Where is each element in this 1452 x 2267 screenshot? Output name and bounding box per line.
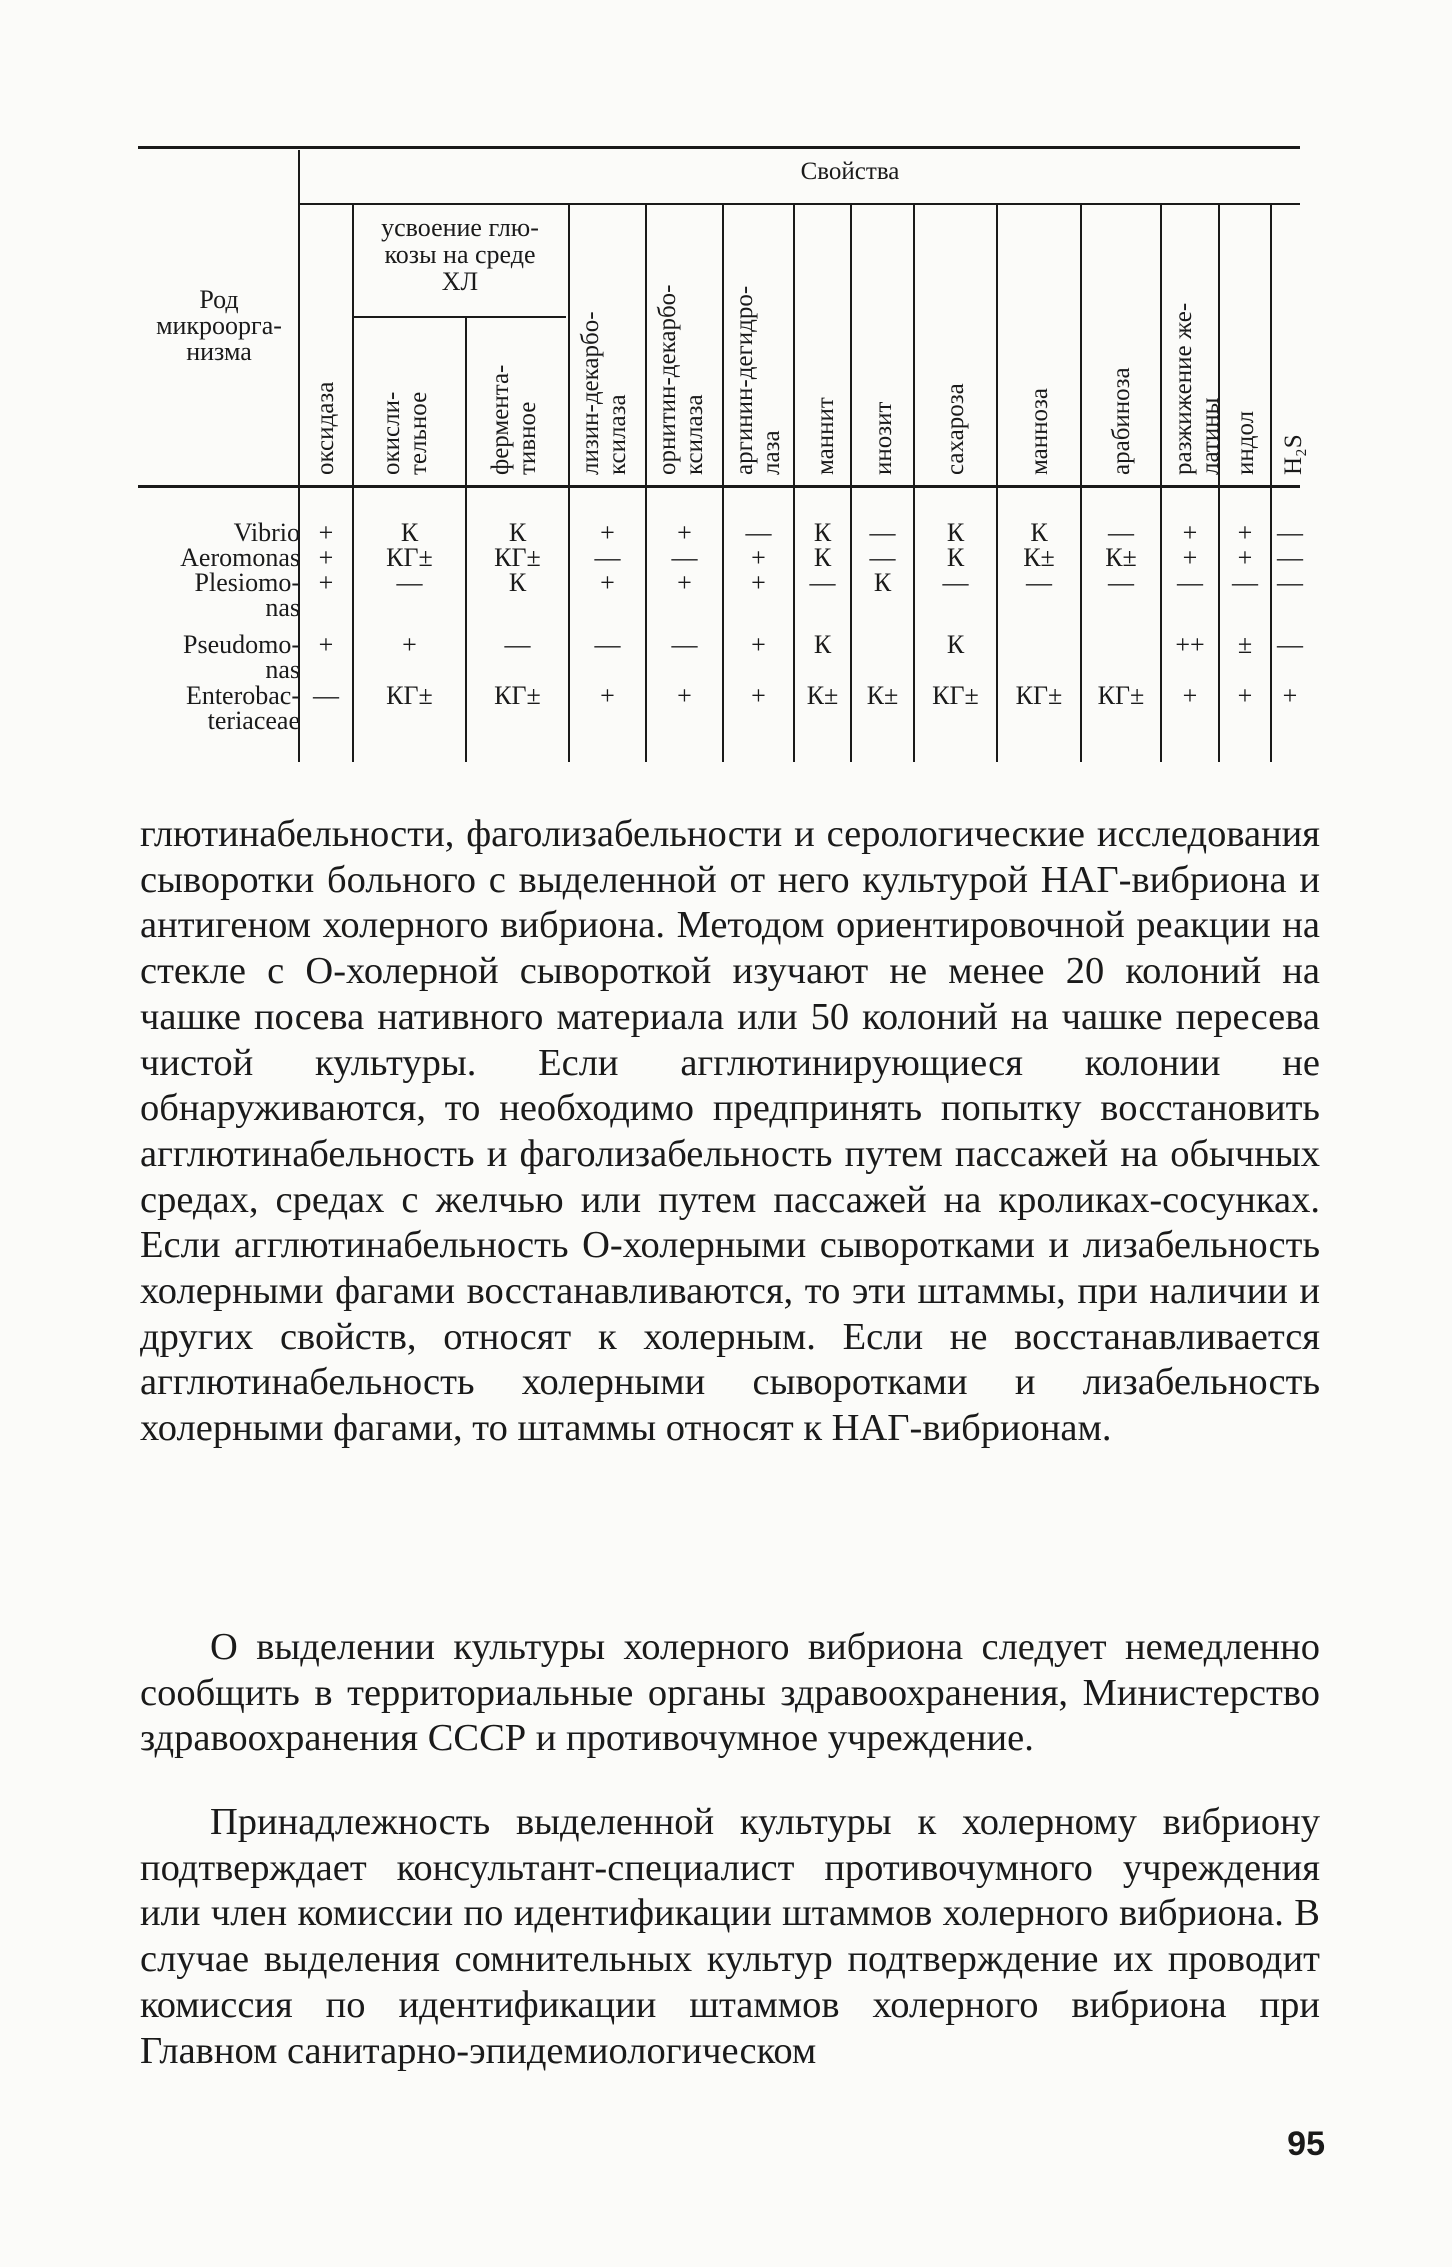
table-cell: + [1282,681,1298,710]
col-header-gelatin: разжижение же- латины [1170,302,1224,475]
table-cell: — [313,681,339,710]
table-col-divider [850,205,852,762]
col-header-arabinose: арабиноза [1108,367,1135,475]
col-header-oxidative: окисли- тельное [378,391,432,475]
table-col-divider [996,205,998,762]
table-cell: + [751,630,766,659]
col-header-mannose: манноза [1026,388,1053,475]
col-header-arginine: аргинин-дегидро- лаза [731,285,785,475]
table-cell: КГ± [1015,681,1063,710]
table-cell: + [1237,681,1253,710]
col-header-ornithine: орнитин-декарбо- ксилаза [654,284,708,475]
col-header-indole: индол [1232,410,1259,475]
table-cell: ++ [1175,630,1205,659]
col-header-oxidase: оксидаза [312,381,339,475]
table-col-divider [793,205,795,762]
table-cell: КГ± [494,681,541,710]
table-cell: + + — [1232,518,1258,597]
table-cell: + [1182,681,1198,710]
table-cell: КГ± [1097,681,1145,710]
row-genus-pseudomonas: Pseudomo- nas [183,630,300,684]
paragraph: Принадлежность выделенной культуры к холерному вибриону подтверждает консультант-специалист противочумного учреждения или член комиссии по идентификации штаммов холерного вибриона. В случае выделения сомнительных культур подтверждение их проводит комиссия по идентификации штаммов холерного вибриона при Главном санитарно-эпидемиологическом [140,1801,1320,2072]
table-col-divider [913,205,915,762]
table-cell: К К — [942,518,969,597]
paragraph: О выделении культуры холерного вибриона следует немедленно сообщить в территориальные органы здравоохранения, Министерство здравоохранения СССР и противочумное учреждение. [140,1626,1320,1760]
table-cell: КГ± [932,681,979,710]
table-cell: — [1277,630,1303,659]
properties-rule [300,203,1300,205]
page-number: 95 [1287,2125,1325,2163]
table-cell: — — К [869,518,896,597]
col-header-fermentative: фермента- тивное [487,364,541,475]
table-cell: КГ± [386,681,433,710]
table-col-divider [1160,205,1162,762]
header-bottom-rule [138,485,1300,488]
table-cell: К К — [809,518,836,597]
col-header-mannitol: маннит [812,397,839,475]
table-cell: ± [1237,630,1253,659]
table-cell: + [402,630,417,659]
table-cell: К КГ± — [386,518,433,597]
table-col-divider [1270,205,1272,762]
table-cell: + — + [594,518,621,597]
table-top-rule [138,146,1300,149]
paragraph: глютинабельности, фаголизабельности и серологические исследования сыворотки больного с выделенной от него культурой НАГ-вибриона и антигеном холерного вибриона. Методом ориентировочной реакции на стекле с О-холерной сывороткой изучают не менее 20 колоний на чашке посева нативного материала или 50 колоний на чашке пересева чистой культуры. Если агглютинирующиеся колонии не обнаруживаются, то необходимо предпринять попытку восстановить агглютинабельность и фаголизабельность путем пассажей на обычных средах, средах с желчью или путем пассажей на кроликах-сосунках. Если агглютинабельность О-холерными сыворотками и лизабельность холерными фагами восстанавливаются, то эти штаммы, при наличии и других свойств, относят к холерным. Если не восстанавливается агглютинабельность холерными сыворотками и лизабельность холерными фагами, то штаммы относят к НАГ-вибрионам. [140,813,1320,1450]
table-cell: + [751,681,766,710]
table-cell: — К± — [1105,518,1137,597]
table-col-divider [645,205,647,762]
col-header-h2s: H₂S [1280,434,1307,475]
table-cell: — [594,630,621,659]
table-cell: — + + [745,518,772,597]
table-cell: — — — [1277,518,1303,597]
table-cell: К КГ± К [494,518,541,597]
properties-header: Свойства [800,158,900,185]
table-cell: К± [806,681,839,710]
table-col-divider [568,205,570,762]
genus-header: Род микроорга- низма [156,285,282,366]
table-cell: + — + [671,518,698,597]
table-cell: + + — [1177,518,1203,597]
table-cell: + + + [318,518,334,597]
row-genus-enterobacteriaceae: Enterobac- teriaceae [185,681,300,735]
table-cell: + [677,681,692,710]
table-cell: К [813,630,832,659]
table-cell: + [600,681,615,710]
table-cell: К± [866,681,899,710]
table-cell: — [671,630,698,659]
col-header-lysine: лизин-декарбо- ксилаза [577,311,631,475]
row-genus-vibrio-group: Vibrio Aeromonas Plesiomo- nas [180,518,300,622]
glucose-group-header: усвоение глю- козы на среде ХЛ [381,213,539,296]
col-header-sucrose: сахароза [942,383,969,475]
table-cell: К К± — [1023,518,1055,597]
glucose-group-rule [354,316,566,318]
table-cell: — [504,630,531,659]
table-cell: + [318,630,334,659]
table-col-divider [1080,205,1082,762]
table-col-divider [722,205,724,762]
col-header-inositol: инозит [870,401,897,475]
table-cell: К [946,630,965,659]
